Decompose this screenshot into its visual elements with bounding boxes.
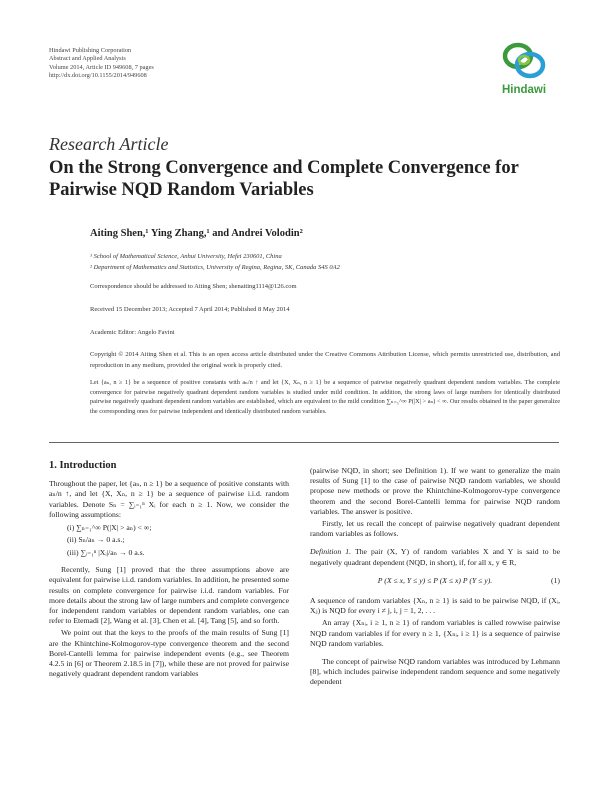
abstract: Let {aₙ, n ≥ 1} be a sequence of positive constants with aₙ/n ↑ and let {X, Xₙ, n ≥ 1} be a sequence of pairwise negatively quadrant dependent random variables. The complete convergence for pairwise negatively quadrant dependent random variables is studied under mild condition. In addition, the strong laws of large numbers for identically distributed pairwise negatively quadrant dependent random variables are established, which are equivalent to the mild condition ∑ₙ₌₁^∞ P(|X| > aₙ) < ∞. Our results obtained in the paper generalize the corresponding ones for pairwise independent and identically distributed random variables.	[90, 379, 560, 415]
intro-paragraph-1: Throughout the paper, let {aₙ, n ≥ 1} be a sequence of positive constants with aₙ/n ↑, and let {X, Xₙ, n ≥ 1} be a sequence of pairwise i.i.d. random variables. Denote Sₙ = ∑ᵢ₌₁ⁿ Xᵢ for each n ≥ 1. Now, we consider the following assumptions:	[49, 479, 289, 519]
right-paragraph-3: A sequence of random variables {Xₙ, n ≥ 1} is said to be pairwise NQD, if (Xᵢ, Xⱼ) is NQD for every i ≠ j, i, j = 1, 2, . . .	[310, 596, 560, 616]
affiliations	[90, 251, 340, 273]
definition-body: The pair (X, Y) of random variables X and Y is said to be negatively quadrant dependent (NQD, in short), if, for all x, y ∈ R,	[310, 547, 560, 567]
definition-heading: Definition 1.	[310, 547, 352, 557]
assumption-iii: (iii) ∑ᵢ₌₁ⁿ |Xᵢ|/aₙ → 0 a.s.	[67, 547, 145, 557]
intro-paragraph-2: Recently, Sung [1] proved that the three assumptions above are equivalent for pairwise i.i.d. random variables. In addition, he presented some results on complete convergence for pairwise i.i.d. random variables. For more details about the strong law of large numbers and complete convergence for independent random variables or dependent random variables, one can refer to Etemadi [2], Wang et al. [3], Chen et al. [4], Tang [5], and so forth.	[49, 565, 289, 626]
publisher-line: Hindawi Publishing Corporation	[49, 47, 132, 54]
journal-name: Abstract and Applied Analysis	[49, 55, 126, 63]
assumption-list	[49, 522, 289, 559]
correspondence: Correspondence should be addressed to Aiting Shen; shenaiting1114@126.com	[90, 283, 297, 290]
volume-info: Volume 2014, Article ID 949608, 7 pages	[49, 63, 154, 71]
hindawi-logo-icon	[501, 39, 547, 83]
equation-number: (1)	[551, 575, 560, 585]
paper-title: On the Strong Convergence and Complete Convergence for Pairwise NQD Random Variables	[49, 158, 519, 200]
affiliation-1: ¹ School of Mathematical Science, Anhui University, Hefei 230601, China	[90, 253, 282, 260]
left-column	[49, 461, 289, 681]
equation-1	[310, 576, 560, 586]
right-paragraph-5: The concept of pairwise NQD random variables was introduced by Lehmann [8], which includes pairwise independent random sequence and some negatively dependent	[310, 657, 560, 687]
intro-paragraph-3: We point out that the keys to the proofs of the main results of Sung [1] are the Khintchine-Kolmogorov-type convergence theorem and the second Borel-Cantelli lemma for pairwise independent events (e.g., see Theorem 4.2.5 in [6] or Theorem 2.18.5 in [7]), while these are not proved for pairwise negatively quadrant dependent random variables	[49, 628, 289, 679]
hindawi-logo-text: Hindawi	[501, 84, 547, 96]
divider	[49, 442, 559, 443]
article-type: Research Article	[49, 134, 169, 154]
doi-link[interactable]: http://dx.doi.org/10.1155/2014/949608	[49, 72, 147, 80]
copyright-notice: Copyright © 2014 Aiting Shen et al. This is an open access article distributed under the Creative Commons Attribution License, which permits unrestricted use, distribution, and reproduction in any medium, provided the original work is properly cited.	[90, 351, 560, 369]
dates: Received 15 December 2013; Accepted 7 April 2014; Published 8 May 2014	[90, 306, 290, 313]
author-list: Aiting Shen,¹ Ying Zhang,¹ and Andrei Volodin²	[90, 228, 303, 239]
right-paragraph-1: (pairwise NQD, in short; see Definition 1). If we want to generalize the main results of Sung [1] to the case of pairwise NQD random variables, we should propose new methods or prove the Khintchine-Kolmogorov-type convergence theorem and the second Borel-Cantelli lemma for pairwise NQD random variables. The answer is positive.	[310, 466, 560, 516]
definition-1	[310, 547, 560, 567]
right-column	[310, 466, 560, 690]
hindawi-logo	[494, 39, 554, 105]
assumption-ii: (ii) Sₙ/aₙ → 0 a.s.;	[67, 535, 125, 545]
journal-header	[49, 47, 154, 81]
assumption-i: (i) ∑ₙ₌₁^∞ P(|X| > aₙ) < ∞;	[67, 523, 152, 533]
section-heading: 1. Introduction	[49, 460, 117, 471]
affiliation-2: ² Department of Mathematics and Statistics, University of Regina, Regina, SK, Canada S4S 0A2	[90, 264, 340, 271]
right-paragraph-4: An array {Xₙᵢ, i ≥ 1, n ≥ 1} of random variables is called rowwise pairwise NQD random variables if for every n ≥ 1, {Xₙᵢ, i ≥ 1} is a sequence of pairwise NQD random variables.	[310, 618, 560, 648]
right-paragraph-2: Firstly, let us recall the concept of pairwise negatively quadrant dependent random variables as follows.	[310, 519, 560, 539]
equation-text: P (X ≤ x, Y ≤ y) ≤ P (X ≤ x) P (Y ≤ y).	[377, 575, 493, 585]
academic-editor: Academic Editor: Angelo Favini	[90, 329, 175, 336]
